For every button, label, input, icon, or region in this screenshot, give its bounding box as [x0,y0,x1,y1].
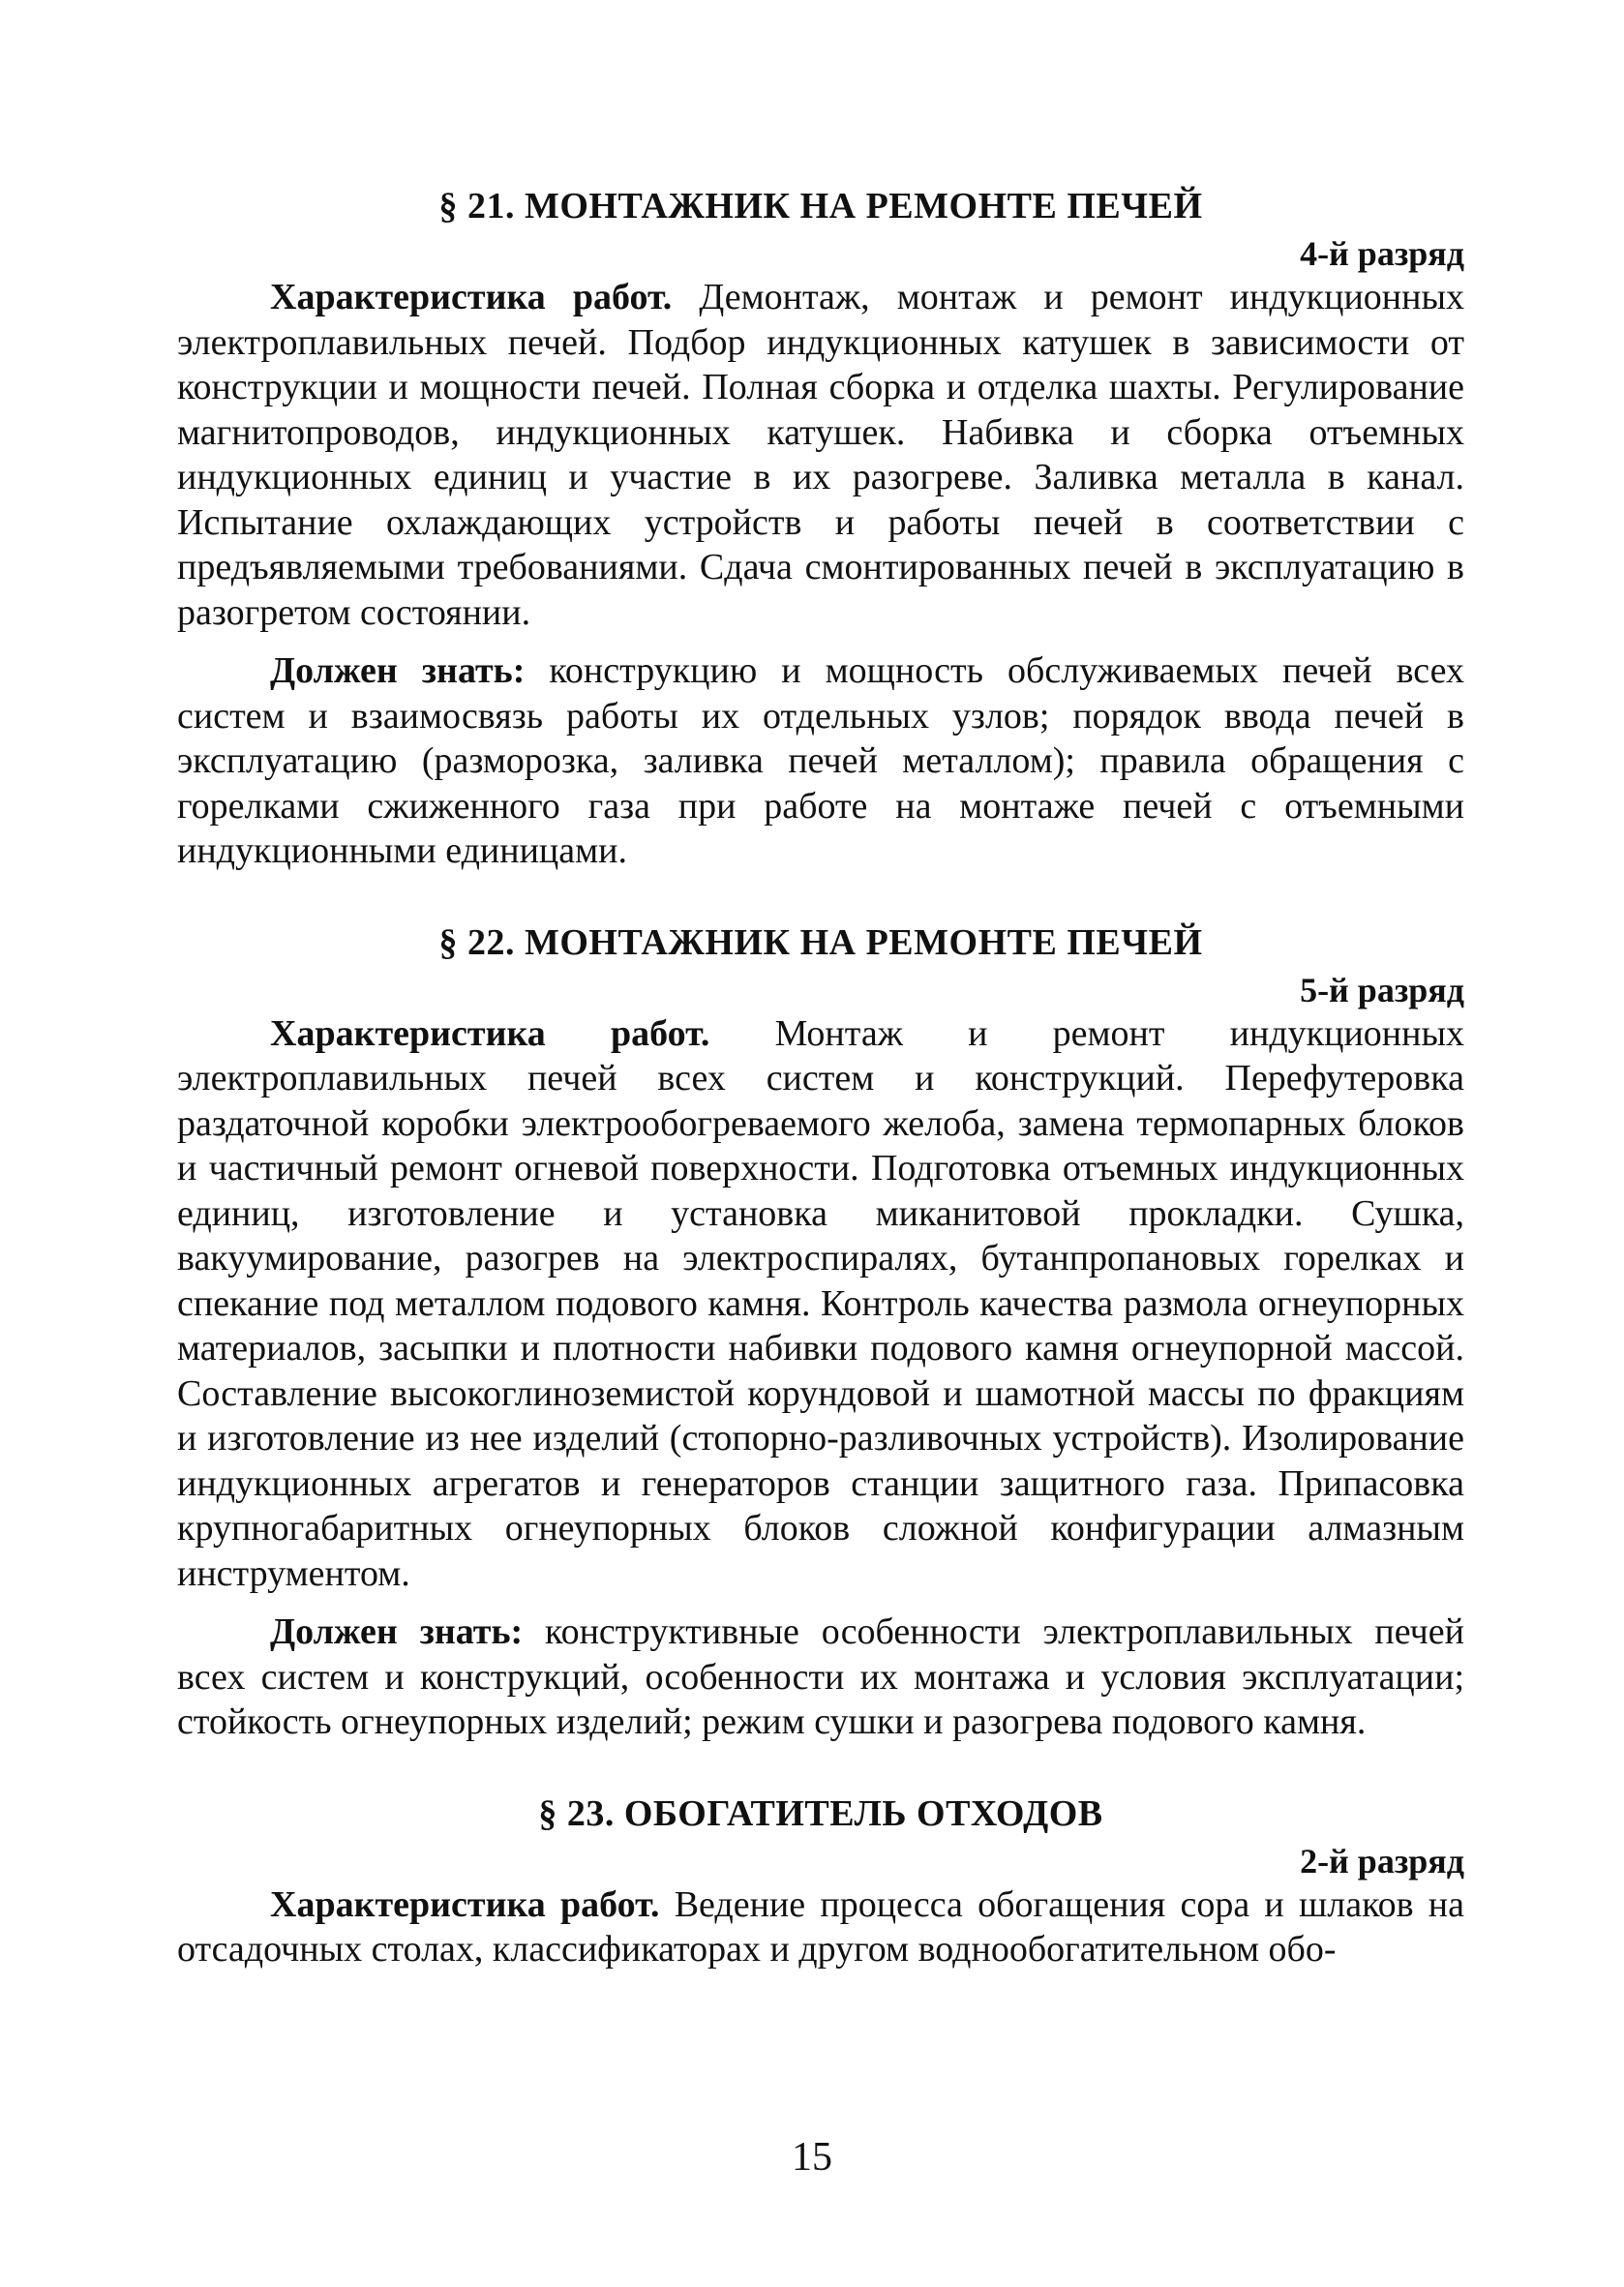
must-know [177,1610,1464,1745]
work-characteristics [177,1882,1464,1972]
section-23 [177,1791,1464,1972]
work-characteristics [177,1011,1464,1597]
work-characteristics-text: Монтаж и ремонт индукционных электроплавильных печей всех систем и конструкций. Перефутеровка раздаточной коробки электрообогреваемого желоба, замена термопарных блоков и частичный ремонт огневой поверхности. Подготовка отъемных индукционных единиц, изготовление и установка миканитовой прокладки. Сушка, вакуумирование, разогрев на электроспиралях, бутанпропановых горелках и спекание под металлом подового камня. Контроль качества размола огнеупорных материалов, засыпки и плотности набивки подового камня огнеупорной массой. Составление высокоглиноземистой корундовой и шамотной массы по фракциям и изготовление из нее изделий (стопорно-разливочных устройств). Изолирование индукционных агрегатов и генераторов станции защитного газа. Припасовка крупногабаритных огнеупорных блоков сложной конфигурации алмазным инструментом. [177,1012,1465,1594]
work-characteristics-label: Характеристика работ. [270,1883,660,1925]
must-know-text: конструкцию и мощность обслуживаемых печей всех систем и взаимосвязь работы их отдельных узлов; порядок ввода печей в эксплуатацию (разморозка, заливка печей металлом); правила обращения с горелками сжиженного газа при работе на монтаже печей с отъемными индукционными единицами. [177,650,1465,871]
must-know [177,648,1464,874]
must-know-text: конструктивные особенности электроплавильных печей всех систем и конструкций, особенности их монтажа и условия эксплуатации; стойкость огнеупорных изделий; режим сушки и разогрева подового камня. [177,1611,1464,1742]
section-22 [177,920,1464,1745]
section-title: § 22. МОНТАЖНИК НА РЕМОНТЕ ПЕЧЕЙ [438,921,1203,963]
work-characteristics-text: Ведение процесса обогащения сора и шлаков на отсадочных столах, классификаторах и другом воднообогатительном обо- [177,1883,1464,1970]
section-21 [177,184,1464,874]
grade-label: 2-й разряд [1300,1841,1464,1881]
work-characteristics-text: Демонтаж, монтаж и ремонт индукционных электроплавильных печей. Подбор индукционных катушек в зависимости от конструкции и мощности печей. Полная сборка и отделка шахты. Регулирование магнитопроводов, индукционных катушек. Набивка и сборка отъемных индукционных единиц и участие в их разогреве. Заливка металла в канал. Испытание охлаждающих устройств и работы печей в соответствии с предъявляемыми требованиями. Сдача смонтированных печей в эксплуатацию в разогретом состоянии. [177,277,1465,633]
page-number: 15 [792,2135,832,2180]
work-characteristics-label: Характеристика работ. [270,1012,710,1054]
section-title: § 21. МОНТАЖНИК НА РЕМОНТЕ ПЕЧЕЙ [438,186,1203,226]
document-page [177,184,1464,1972]
work-characteristics [177,275,1464,635]
must-know-label: Должен знать: [270,650,526,691]
must-know-label: Должен знать: [270,1611,524,1652]
grade-label: 4-й разряд [1300,234,1464,273]
grade-label: 5-й разряд [1300,970,1464,1009]
section-title: § 23. ОБОГАТИТЕЛЬ ОТХОДОВ [538,1792,1103,1834]
work-characteristics-label: Характеристика работ. [270,277,673,317]
